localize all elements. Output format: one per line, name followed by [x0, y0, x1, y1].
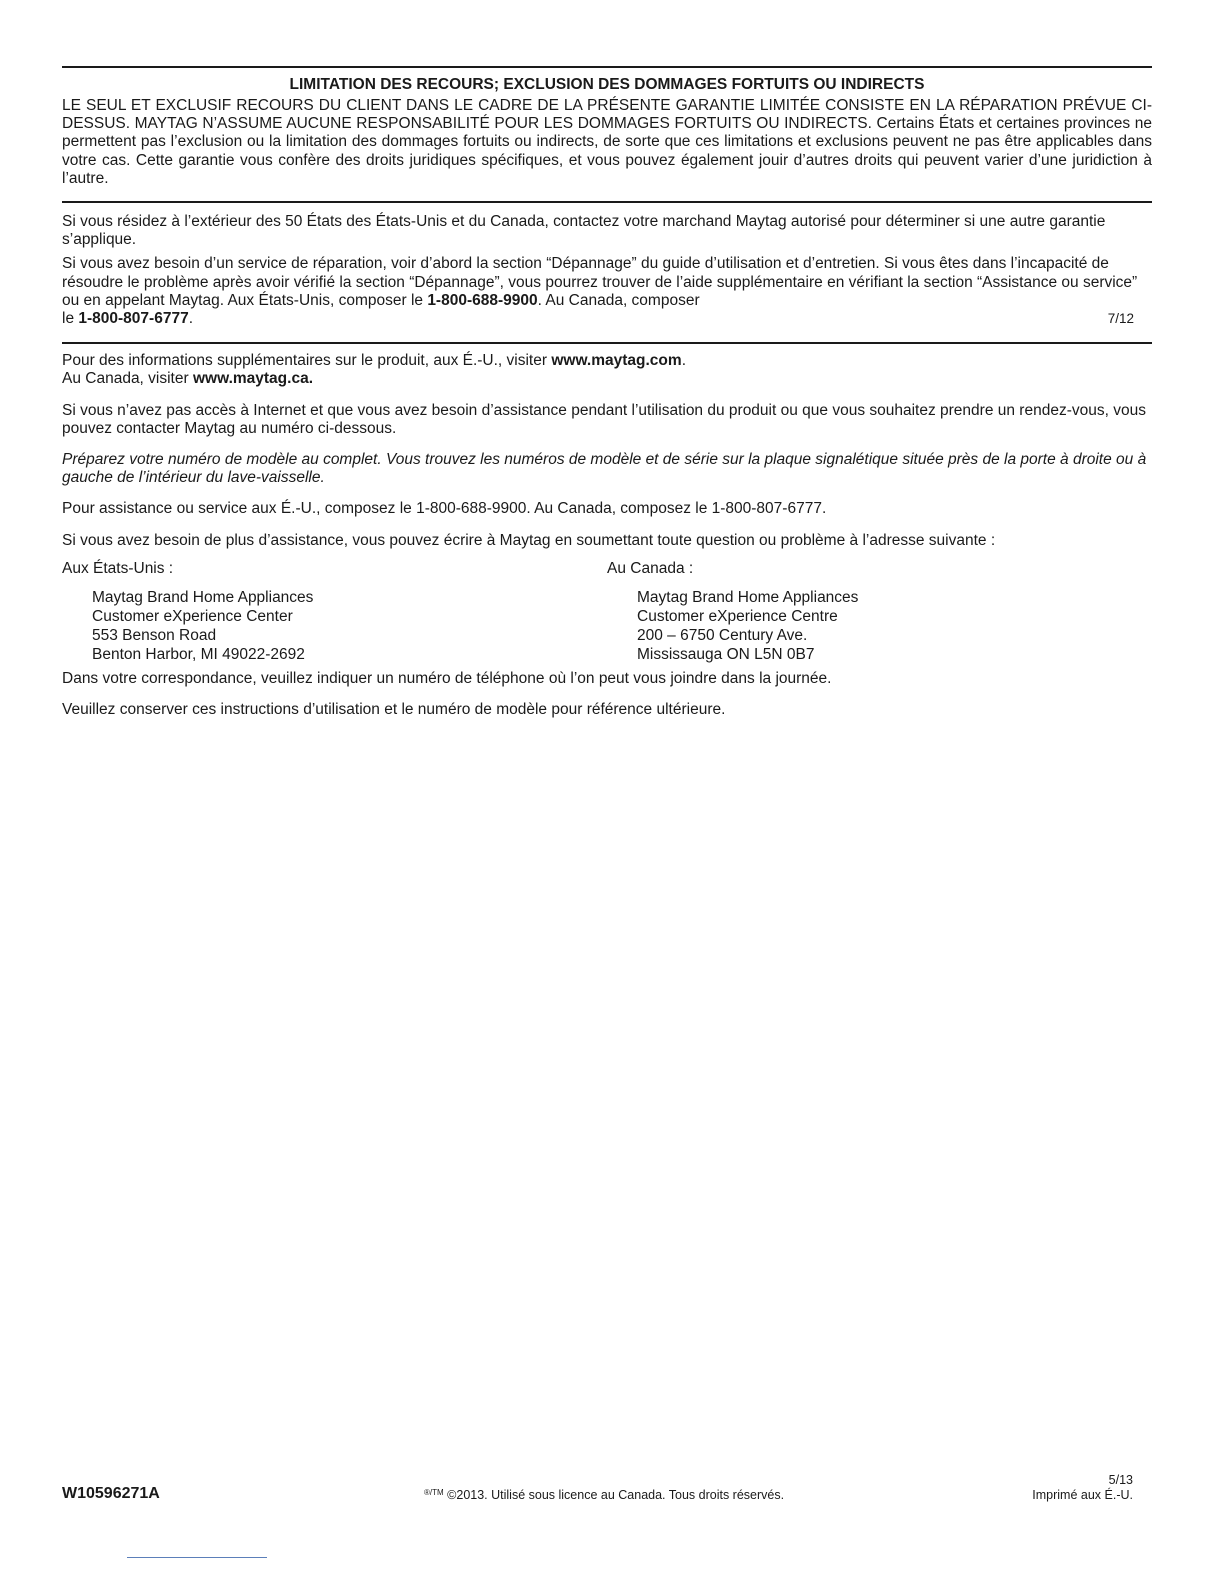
addresses: [62, 560, 1152, 664]
copyright: [424, 1488, 784, 1502]
url-ca[interactable]: www.maytag.ca.: [192, 370, 313, 388]
address-us-label: Aux États-Unis :: [62, 559, 174, 577]
address-ca-line: Maytag Brand Home Appliances: [637, 588, 859, 606]
repair-text-b: . Au Canada, composer: [537, 291, 700, 309]
outside-paragraph: Si vous résidez à l’extérieur des 50 États des États-Unis et du Canada, contactez votre marchand Maytag autorisé pour déterminer si une autre garantie s’applique.: [62, 213, 1106, 249]
internet-paragraph: Si vous n’avez pas accès à Internet et que vous avez besoin d’assistance pendant l’utilisation du produit ou que vous souhaitez prendre un rendez-vous, vous pouvez contacter Maytag au numéro ci-dessous.: [62, 401, 1146, 437]
top-rule: [62, 66, 1152, 68]
address-us-line: 553 Benson Road: [92, 626, 217, 644]
document-number: W10596271A: [62, 1485, 160, 1502]
repair-text-d: .: [188, 310, 193, 328]
website-text-a: Pour des informations supplémentaires sur le produit, aux É.-U., visiter: [62, 352, 552, 370]
printed-in: Imprimé aux É.-U.: [1032, 1488, 1133, 1502]
website-text-b: .: [681, 352, 686, 370]
correspondence-paragraph: Dans votre correspondance, veuillez indiquer un numéro de téléphone où l’on peut vous joindre dans la journée.: [62, 669, 832, 687]
footer: [62, 1473, 1137, 1513]
revision-code: 7/12: [1107, 311, 1134, 327]
date-code: 5/13: [1108, 1473, 1133, 1487]
address-ca-line: Customer eXperience Centre: [637, 607, 838, 625]
limitation-section: [62, 76, 1152, 188]
address-ca-line: 200 – 6750 Century Ave.: [637, 626, 808, 644]
repair-last-line: [62, 310, 1152, 328]
address-us-line: Maytag Brand Home Appliances: [92, 588, 314, 606]
outside-section: [62, 203, 1152, 328]
address-ca-label: Au Canada :: [607, 559, 694, 577]
write-paragraph: Si vous avez besoin de plus d’assistance, vous pouvez écrire à Maytag en soumettant toute question ou problème à l’adresse suivante :: [62, 531, 996, 549]
website-paragraph: [62, 352, 1152, 388]
address-ca: [607, 560, 1152, 664]
website-text-c: Au Canada, visiter: [62, 370, 193, 388]
phone-ca: 1-800-807-6777: [78, 310, 189, 328]
model-number-paragraph: Préparez votre numéro de modèle au complet. Vous trouvez les numéros de modèle et de série sur la plaque signalétique située près de la porte à droite ou à gauche de l’intérieur du lave-vaisselle.: [62, 451, 1147, 487]
address-us-line: Benton Harbor, MI 49022-2692: [92, 645, 305, 663]
keep-instructions-paragraph: Veuillez conserver ces instructions d’utilisation et le numéro de modèle pour référence ultérieure.: [62, 701, 726, 719]
footer-right: [1032, 1473, 1133, 1503]
document-page: [62, 66, 1152, 732]
info-section: [62, 344, 1152, 719]
phone-paragraph: Pour assistance ou service aux É.-U., composez le 1-800-688-9900. Au Canada, composez le 1-800-807-6777.: [62, 500, 827, 518]
trademark-symbol: ®/TM: [424, 1488, 444, 1497]
limitation-body: LE SEUL ET EXCLUSIF RECOURS DU CLIENT DANS LE CADRE DE LA PRÉSENTE GARANTIE LIMITÉE CONSISTE EN LA RÉPARATION PRÉVUE CI-DESSUS. MAYTAG N’ASSUME AUCUNE RESPONSABILITÉ POUR LES DOMMAGES FORTUITS OU INDIRECTS. Certains États et certaines provinces ne permettent pas l’exclusion ou la limitation des dommages fortuits ou indirects, de sorte que ces limitations et exclusions peuvent ne pas être applicables dans votre cas. Cette garantie vous confère des droits juridiques spécifiques, et vous pouvez également jouir d’autres droits qui peuvent varier d’une juridiction à l’autre.: [62, 97, 1152, 187]
address-us: [62, 560, 607, 664]
url-us[interactable]: www.maytag.com: [551, 352, 682, 370]
repair-paragraph: [62, 255, 1152, 328]
footer-link-underline: [127, 1557, 267, 1558]
copyright-text: ©2013. Utilisé sous licence au Canada. Tous droits réservés.: [447, 1488, 785, 1502]
repair-text-c: le: [62, 310, 79, 328]
repair-text-a: Si vous avez besoin d’un service de réparation, voir d’abord la section “Dépannage” du guide d’utilisation et d’entretien. Si vous êtes dans l’incapacité de résoudre le problème après avoir vérifié la section “Dépannage”, vous pourrez trouver de l’aide supplémentaire en vérifiant la section “Assistance ou service” ou en appelant Maytag. Aux États-Unis, composer le: [62, 255, 1138, 309]
phone-us: 1-800-688-9900: [427, 291, 538, 309]
address-ca-line: Mississauga ON L5N 0B7: [637, 645, 815, 663]
address-us-line: Customer eXperience Center: [92, 607, 293, 625]
limitation-title: LIMITATION DES RECOURS; EXCLUSION DES DOMMAGES FORTUITS OU INDIRECTS: [289, 76, 925, 93]
